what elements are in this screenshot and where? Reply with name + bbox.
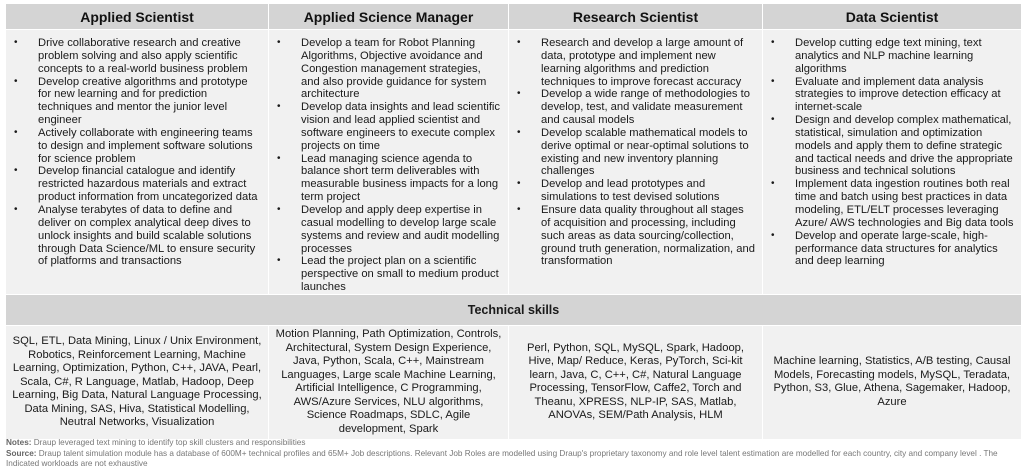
responsibilities-research-scientist [509,30,763,295]
column-title-applied-science-manager: Applied Science Manager [269,4,509,30]
list-item: • Develop creative algorithms and prototype for new learning and for prediction techniques and mentor the junior level engineer [14,76,262,127]
list-item: • Develop a team for Robot Planning Algorithms, Objective avoidance and Congestion management strategies, and also provide guidance for system architecture [277,37,502,101]
notes-label: Notes: [6,438,32,447]
column-title-research-scientist: Research Scientist [509,4,763,30]
list-item: • Evaluate and implement data analysis strategies to improve detection efficacy at internet-scale [771,76,1015,115]
responsibilities-applied-science-manager [269,30,509,295]
roles-table [5,3,1022,440]
skills-row [6,325,1022,439]
source-text: Draup talent simulation module has a database of 600M+ technical profiles and 65M+ Job descriptions. Relevant Job Roles are modelled using Draup's proprietary taxonomy and role level talent estimation are modelled for each country, city and company level . The Indicated workloads are not exhaustive [6,448,998,468]
list-item: • Develop financial catalogue and identify restricted hazardous materials and extract product information from uncategorized data [14,165,262,204]
list-item: • Develop scalable mathematical models to derive optimal or near-optimal solutions to existing and new inventory planning challenges [517,127,756,178]
column-title-data-scientist: Data Scientist [763,4,1022,30]
skills-applied-science-manager: Motion Planning, Path Optimization, Controls, Architectural, System Design Experience, Java, Python, Scala, C++, Mainstream Languages, Large scale Machine Learning, Artificial Intelligence, C Programming, AWS/Azure Services, NLU algorithms, Science Roadmaps, SDLC, Agile development, Spark [269,325,509,439]
source-label: Source: [6,448,37,458]
list-item: • Lead the project plan on a scientific perspective on small to medium product launches [277,255,502,294]
list-item: • Design and develop complex mathematical, statistical, simulation and optimization models and apply them to define strategic and tactical needs and drive the appropriate business and technical solutions [771,114,1015,178]
list-item: • Develop a wide range of methodologies to develop, test, and validate measurement and causal models [517,88,756,127]
list-item: • Develop data insights and lead scientific vision and lead applied scientist and software engineers to execute complex projects on time [277,101,502,152]
responsibilities-data-scientist [763,30,1022,295]
notes-text: Draup leveraged text mining to identify top skill clusters and responsibilities [31,438,306,447]
source-line [6,449,1016,470]
list-item: • Research and develop a large amount of data, prototype and implement new learning algorithms and prediction techniques to improve forecast accuracy [517,37,756,88]
list-item: • Implement data ingestion routines both real time and batch using best practices in data modeling, ETL/ELT processes leveraging Azure/ AWS technologies and Big data tools [771,178,1015,229]
technical-skills-title: Technical skills [6,294,1022,325]
list-item: • Drive collaborative research and creative problem solving and also apply scientific concepts to a real-world business problem [14,37,262,76]
list-item: • Develop and apply deep expertise in casual modelling to develop large scale systems and review and audit modelling processes [277,204,502,255]
footnotes [6,438,1016,470]
list-item: • Develop and operate large-scale, high-performance data structures for analytics and deep learning [771,230,1015,269]
header-row [6,4,1022,30]
list-item: • Analyse terabytes of data to define and deliver on complex analytical deep dives to unlock insights and build scalable solutions through Data Science/ML to ensure security of platforms and transactions [14,204,262,268]
skills-data-scientist: Machine learning, Statistics, A/B testing, Causal Models, Forecasting models, MySQL, Teradata, Python, S3, Glue, Athena, Sagemaker, Hadoop, Azure [763,325,1022,439]
list-item: • Lead managing science agenda to balance short term deliverables with measurable business impacts for a long term project [277,153,502,204]
skills-research-scientist: Perl, Python, SQL, MySQL, Spark, Hadoop, Hive, Map/ Reduce, Keras, PyTorch, Sci-kit learn, Java, C, C++, C#, Natural Language Processing, TensorFlow, Caffe2, Torch and Theanu, XPRESS, NLP-IP, SAS, Matlab, ANOVAs, SEM/Path Analysis, HLM [509,325,763,439]
column-title-applied-scientist: Applied Scientist [6,4,269,30]
list-item: • Actively collaborate with engineering teams to design and implement software solutions for science problem [14,127,262,166]
list-item: • Ensure data quality throughout all stages of acquisition and processing, including such areas as data sourcing/collection, ground truth generation, normalization, and transformation [517,204,756,268]
list-item: • Develop and lead prototypes and simulations to test devised solutions [517,178,756,204]
notes-line [6,438,1016,449]
responsibilities-row [6,30,1022,295]
list-item: • Develop cutting edge text mining, text analytics and NLP machine learning algorithms [771,37,1015,76]
responsibilities-applied-scientist [6,30,269,295]
skills-applied-scientist: SQL, ETL, Data Mining, Linux / Unix Environment, Robotics, Reinforcement Learning, Machine Learning, Optimization, Python, C++, JAVA, Pearl, Scala, C#, R Language, Matlab, Hadoop, Deep Learning, Big Data, Natural Language Processing, Data Mining, SAS, Hiva, Statistical Modelling, Neutral Networks, Visualization [6,325,269,439]
technical-skills-header-row [6,294,1022,325]
